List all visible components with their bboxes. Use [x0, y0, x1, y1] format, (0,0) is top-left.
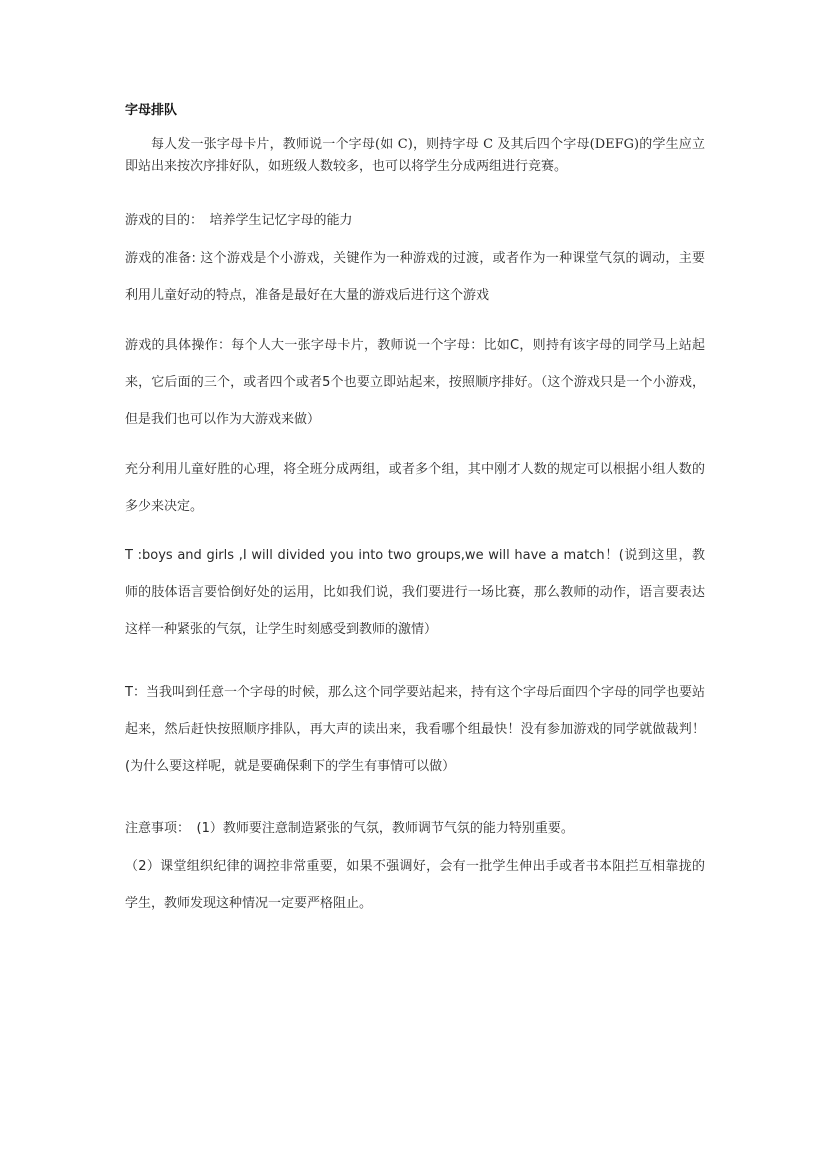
intro-paragraph: 每人发一张字母卡片，教师说一个字母(如 C)，则持字母 C 及其后四个字母(DEFG)的学生应立即站出来按次序排好队，如班级人数较多，也可以将学生分成两组进行竞赛。	[125, 137, 705, 174]
document-title: 字母排队	[125, 103, 178, 118]
teacher-line-2-paragraph: T：当我叫到任意一个字母的时候，那么这个同学要站起来，持有这个字母后面四个字母的同学也要站起来，然后赶快按照顺序排队，再大声的读出来，我看哪个组最快！没有参加游戏的同学就做裁判！ (为什么要这样呢，就是要确保剩下的学生有事情可以做）	[125, 685, 719, 774]
operation-paragraph: 游戏的具体操作：每个人大一张字母卡片，教师说一个字母：比如C，则持有该字母的同学马上站起来，它后面的三个，或者四个或者5个也要立即站起来，按照顺序排好。（这个游戏只是一个小游戏，但是我们也可以作为大游戏来做）	[125, 338, 705, 427]
note-2-paragraph: （2）课堂组织纪律的调控非常重要，如果不强调好，会有一批学生伸出手或者书本阻拦互相靠拢的学生，教师发现这种情况一定要严格阻止。	[125, 859, 705, 911]
preparation-paragraph: 游戏的准备: 这个游戏是个小游戏，关键作为一种游戏的过渡，或者作为一种课堂气氛的调动，主要利用儿童好动的特点，准备是最好在大量的游戏后进行这个游戏	[125, 251, 705, 303]
teacher-line-1-paragraph: T :boys and girls ,I will divided you into two groups,we will have a match！(说到这里，教师的肢体语言要恰倒好处的运用，比如我们说，我们要进行一场比赛，那么教师的动作，语言要表达这样一种紧张的气氛，让学生时刻感受到教师的激情）	[125, 548, 705, 637]
note-1-paragraph: 注意事项： (1）教师要注意制造紧张的气氛，教师调节气氛的能力特别重要。	[125, 821, 574, 836]
full-use-paragraph: 充分利用儿童好胜的心理，将全班分成两组，或者多个组，其中刚才人数的规定可以根据小组人数的多少来决定。	[125, 462, 705, 514]
purpose-paragraph: 游戏的目的： 培养学生记忆字母的能力	[125, 213, 353, 228]
